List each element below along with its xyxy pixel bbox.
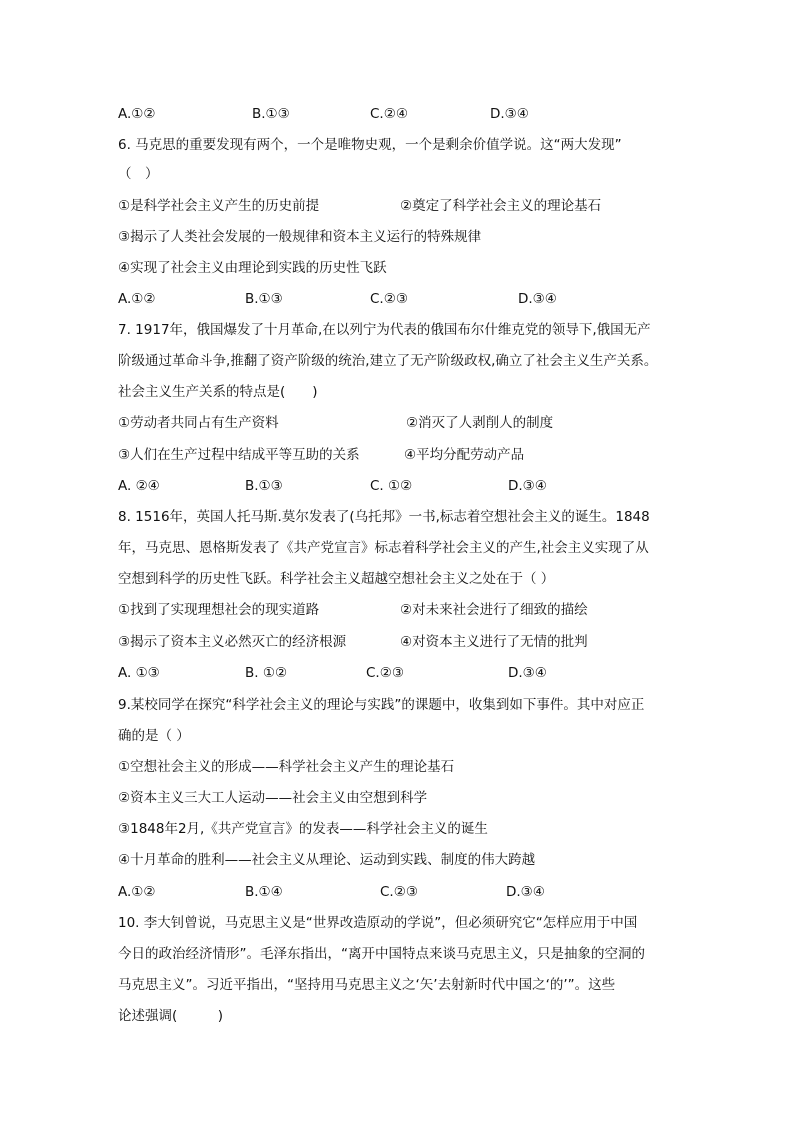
q6-item-4: ④实现了社会主义由理论到实践的历史性飞跃 — [118, 260, 387, 276]
q10-stem-line-4: 论述强调( ) — [118, 1008, 224, 1024]
q6-item-2: ②奠定了科学社会主义的理论基石 — [400, 198, 602, 214]
q9-item-3: ③1848年2月,《共产党宣言》的发表——科学社会主义的诞生 — [118, 821, 488, 837]
q5-options — [118, 104, 698, 124]
q7-item-4: ④平均分配劳动产品 — [404, 447, 525, 463]
q8-item-1: ①找到了实现理想社会的现实道路 — [118, 602, 320, 618]
q7-stem-line-3: 社会主义生产关系的特点是( ) — [118, 384, 318, 400]
option-c: C.②③ — [380, 884, 418, 900]
q7-stem-line-1: 7. 1917年，俄国爆发了十月革命,在以列宁为代表的俄国布尔什维克党的领导下,俄国无产 — [118, 322, 651, 338]
option-b: B.①③ — [245, 478, 283, 494]
option-a: A.①② — [118, 884, 156, 900]
q7-item-3: ③人们在生产过程中结成平等互助的关系 — [118, 447, 360, 463]
q9-stem-line-1: 9.某校同学在探究“科学社会主义的理论与实践”的课题中，收集到如下事件。其中对应正 — [118, 697, 645, 713]
option-c: C.②④ — [370, 106, 408, 122]
q8-stem-line-2: 年，马克思、恩格斯发表了《共产党宣言》标志着科学社会主义的产生,社会主义实现了从 — [118, 540, 649, 556]
q8-options — [118, 663, 698, 683]
q7-stem-line-2: 阶级通过革命斗争,推翻了资产阶级的统治,建立了无产阶级政权,确立了社会主义生产关系。 — [118, 353, 658, 369]
q10-stem-line-1: 10. 李大钊曾说，马克思主义是“世界改造原动的学说”，但必须研究它“怎样应用于中国 — [118, 915, 638, 931]
option-b: B.①④ — [245, 884, 283, 900]
q9-options — [118, 882, 698, 902]
option-a: A.①② — [118, 106, 156, 122]
q6-stem-line-2: （ ） — [118, 166, 159, 182]
q6-item-3: ③揭示了人类社会发展的一般规律和资本主义运行的特殊规律 — [118, 229, 482, 245]
q9-item-1: ①空想社会主义的形成——科学社会主义产生的理论基石 — [118, 759, 455, 775]
q6-stem-line-1: 6. 马克思的重要发现有两个，一个是唯物史观，一个是剩余价值学说。这“两大发现” — [118, 137, 622, 153]
option-a: A. ②④ — [118, 478, 160, 494]
option-a: A. ①③ — [118, 665, 160, 681]
option-c: C.②③ — [370, 291, 408, 307]
q8-item-4: ④对资本主义进行了无情的批判 — [400, 634, 588, 650]
option-d: D.③④ — [508, 665, 547, 681]
q8-stem-line-1: 8. 1516年，英国人托马斯.莫尔发表了(乌托邦》一书,标志着空想社会主义的诞生。1848 — [118, 509, 650, 525]
q7-item-1: ①劳动者共同占有生产资料 — [118, 415, 279, 431]
q7-options — [118, 476, 698, 496]
q10-stem-line-2: 今日的政治经济情形”。毛泽东指出，“离开中国特点来谈马克思主义，只是抽象的空洞的 — [118, 946, 645, 962]
q8-item-3: ③揭示了资本主义必然灭亡的经济根源 — [118, 634, 347, 650]
q10-stem-line-3: 马克思主义”。习近平指出，“坚持用马克思主义之‘矢’去射新时代中国之‘的’”。这些 — [118, 977, 616, 993]
q9-stem-line-2: 确的是（ ） — [118, 728, 190, 744]
option-c: C. ①② — [370, 478, 413, 494]
option-b: B.①③ — [252, 106, 290, 122]
option-b: B. ①② — [245, 665, 288, 681]
q9-item-4: ④十月革命的胜利——社会主义从理论、运动到实践、制度的伟大跨越 — [118, 852, 536, 868]
q7-item-2: ②消灭了人剥削人的制度 — [406, 415, 554, 431]
option-c: C.②③ — [366, 665, 404, 681]
q6-item-1: ①是科学社会主义产生的历史前提 — [118, 198, 320, 214]
q8-item-2: ②对未来社会进行了细致的描绘 — [400, 602, 588, 618]
option-d: D.③④ — [506, 884, 545, 900]
q7-items-row-1 — [118, 413, 698, 433]
q8-stem-line-3: 空想到科学的历史性飞跃。科学社会主义超越空想社会主义之处在于（ ） — [118, 571, 555, 587]
option-b: B.①③ — [245, 291, 283, 307]
option-d: D.③④ — [518, 291, 557, 307]
q8-items-row-2 — [118, 632, 698, 652]
option-a: A.①② — [118, 291, 156, 307]
option-d: D.③④ — [508, 478, 547, 494]
q8-items-row-1 — [118, 600, 698, 620]
q6-options — [118, 289, 698, 309]
q7-items-row-2 — [118, 445, 698, 465]
q6-items-row-1 — [118, 196, 698, 216]
q9-item-2: ②资本主义三大工人运动——社会主义由空想到科学 — [118, 790, 428, 806]
option-d: D.③④ — [490, 106, 529, 122]
